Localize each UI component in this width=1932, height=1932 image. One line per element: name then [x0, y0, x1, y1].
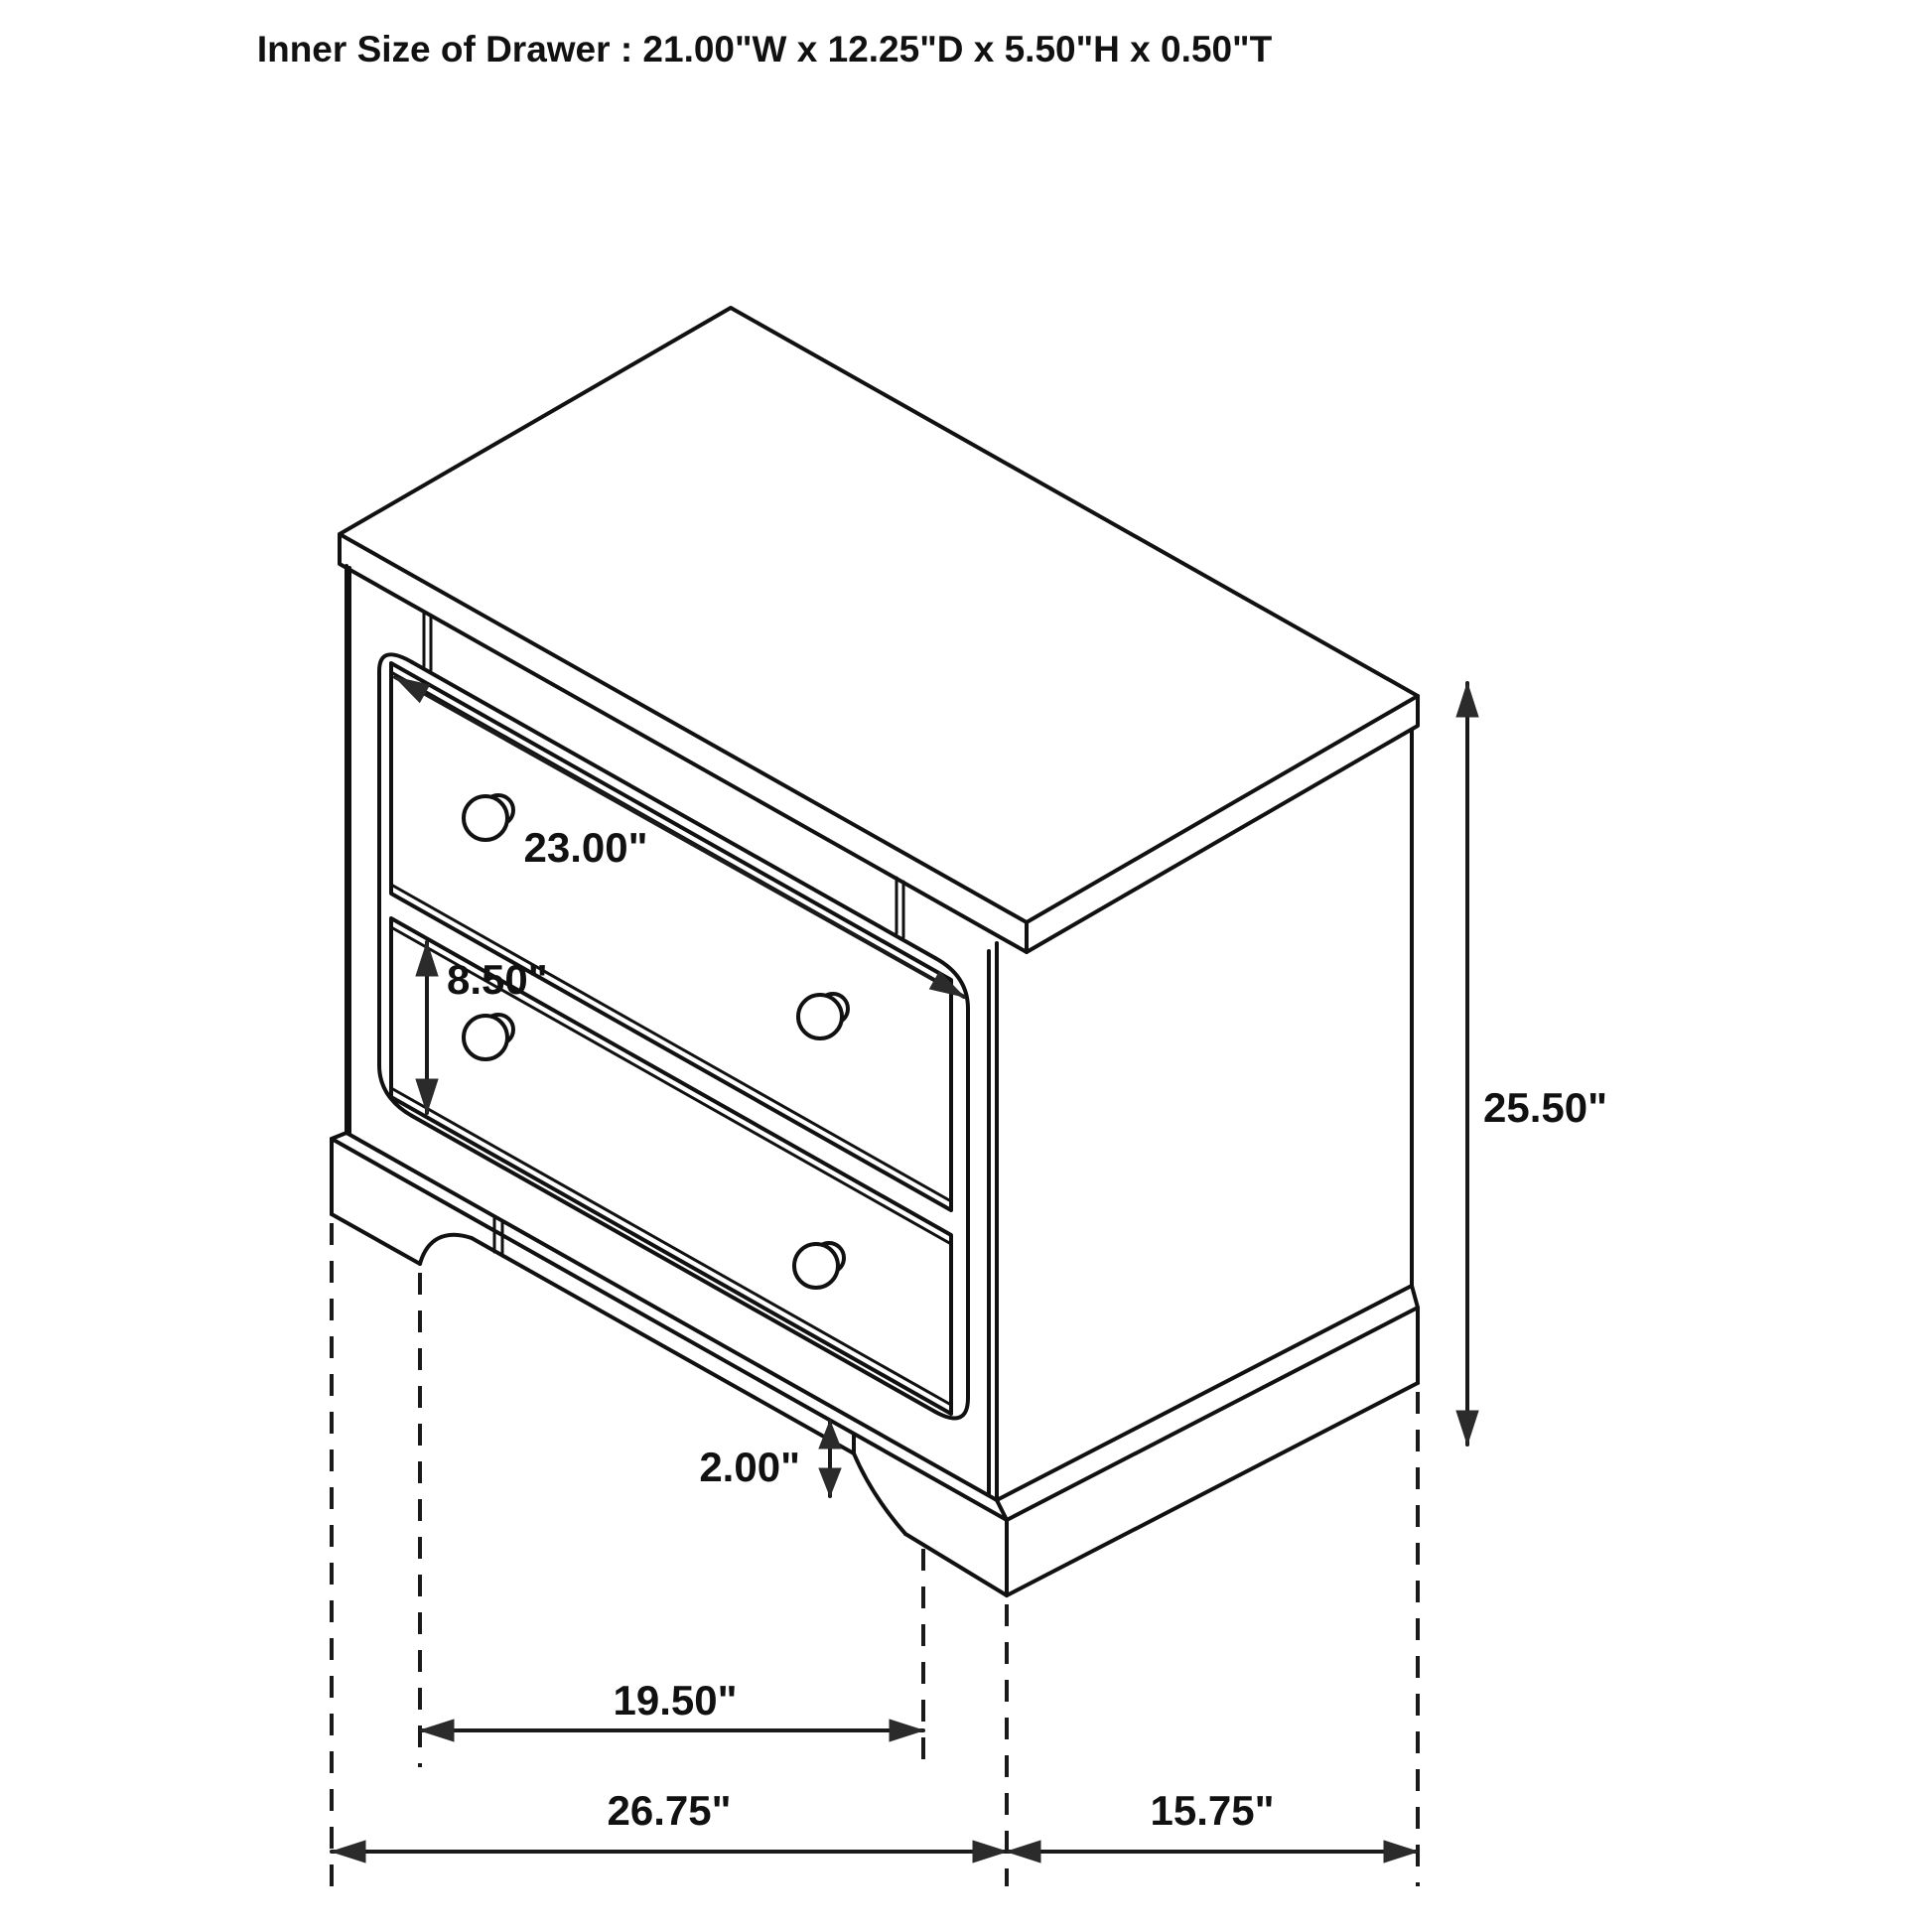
dimension-foot-clearance	[420, 1677, 923, 1741]
plinth-right-foot-bottom	[905, 1534, 1007, 1595]
dimension-label-foot-clearance: 19.50"	[613, 1677, 738, 1724]
arrowhead-icon	[1007, 1841, 1040, 1863]
front-left-edge	[346, 566, 349, 1134]
arrowhead-icon	[420, 1720, 454, 1741]
dimension-label-base-height: 2.00"	[699, 1444, 800, 1490]
drawer-knob-icon	[798, 995, 842, 1038]
nightstand-drawing	[332, 308, 1418, 1595]
dimension-label-drawer-width: 23.00"	[523, 824, 648, 871]
arrowhead-icon	[890, 1720, 923, 1741]
arrowhead-icon	[819, 1468, 841, 1496]
dimension-label-overall-height: 25.50"	[1483, 1084, 1608, 1131]
dimension-label-drawer-face-height: 8.50"	[447, 956, 548, 1003]
dimension-overall-depth	[1007, 1787, 1418, 1863]
drawer-knob-icon	[464, 796, 507, 840]
drawer-knob-icon	[794, 1244, 838, 1288]
plinth-arch-left	[420, 1235, 472, 1264]
page-title: Inner Size of Drawer : 21.00"W x 12.25"D x 5.50"H x 0.50"T	[256, 29, 1273, 69]
dimension-overall-height	[1456, 683, 1607, 1445]
front-right-corner-edge	[989, 943, 997, 1500]
plinth-joint-tick	[494, 1217, 502, 1256]
rail-joint-tick-right	[897, 878, 903, 937]
plinth-back-edge	[1412, 1286, 1418, 1383]
rail-joint-tick-left	[424, 614, 431, 670]
arrowhead-icon	[1456, 1411, 1478, 1445]
drawer-knob-icon	[464, 1016, 507, 1059]
dimension-overall-width	[332, 1787, 1007, 1863]
dimension-label-overall-depth: 15.75"	[1150, 1787, 1275, 1834]
arrowhead-icon	[973, 1841, 1007, 1863]
arrowhead-icon	[1384, 1841, 1418, 1863]
arrowhead-icon	[1456, 683, 1478, 717]
dimension-label-overall-width: 26.75"	[607, 1787, 732, 1834]
arrowhead-icon	[332, 1841, 365, 1863]
plinth-arch-right	[854, 1453, 905, 1534]
plinth-left-foot-bottom	[332, 1214, 420, 1264]
base-plinth-side	[1007, 1286, 1418, 1595]
